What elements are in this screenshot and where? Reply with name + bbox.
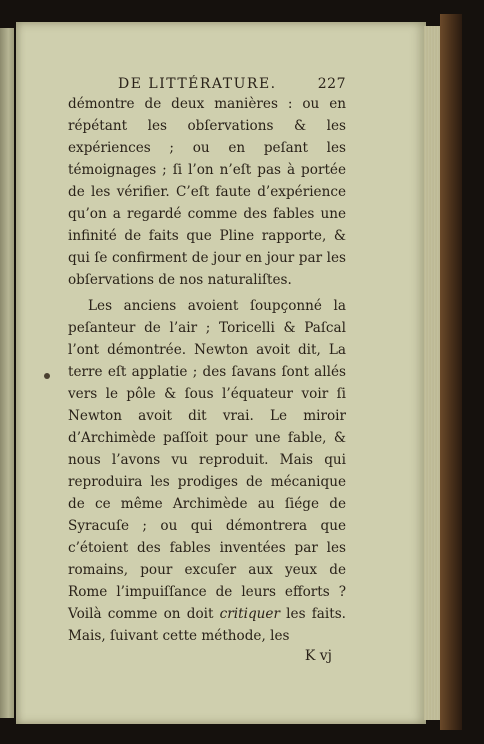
body-text	[68, 93, 346, 647]
margin-spot	[44, 373, 50, 379]
paragraph-continued: démontre de deux manières : ou en répétant les obſervations & les expériences ; ou en peſant les témoignages ; ſi l’on n’eſt pas à portée de les vérifier. C’eſt faute d’expérience qu’on a regardé comme des fables une infinité de faits que Pline rapporte, & qui ſe confirment de jour en jour par les obſervations de nos naturaliſtes.	[68, 96, 346, 288]
italic-word: critiquer	[219, 606, 280, 622]
book-cover-edge	[440, 14, 462, 730]
paragraph-text-end: les faits. Mais, ſuivant cette méthode, les	[68, 606, 346, 644]
page-number: 227	[317, 76, 346, 92]
paragraph	[68, 295, 346, 647]
facing-page-edge	[0, 28, 14, 718]
page-block-edges	[424, 26, 440, 720]
paragraph-text: Les anciens avoient ſoupçonné la peſanteur de l’air ; Toricelli & Paſcal l’ont démontrée. Newton avoit dit, La terre eſt applatie ; des ſavans ſont allés vers le pôle & ſous l’équateur voir ſi Newton avoit dit vrai. Le miroir d’Archimède paſſoit pour une fable, & nous l’avons vu reproduit. Mais qui reproduira les prodiges de mécanique de ce même Archimède au ſiége de Syracuſe ; ou qui démontrera que c’étoient des fables inventées par les romains, pour excuſer aux yeux de Rome l’impuiſſance de leurs efforts ? Voilà comme on doit	[68, 298, 346, 622]
page-text-block	[68, 75, 346, 665]
running-header	[68, 75, 346, 93]
signature-mark: K vj	[304, 648, 332, 664]
running-title: DE LITTÉRATURE.	[118, 76, 277, 92]
